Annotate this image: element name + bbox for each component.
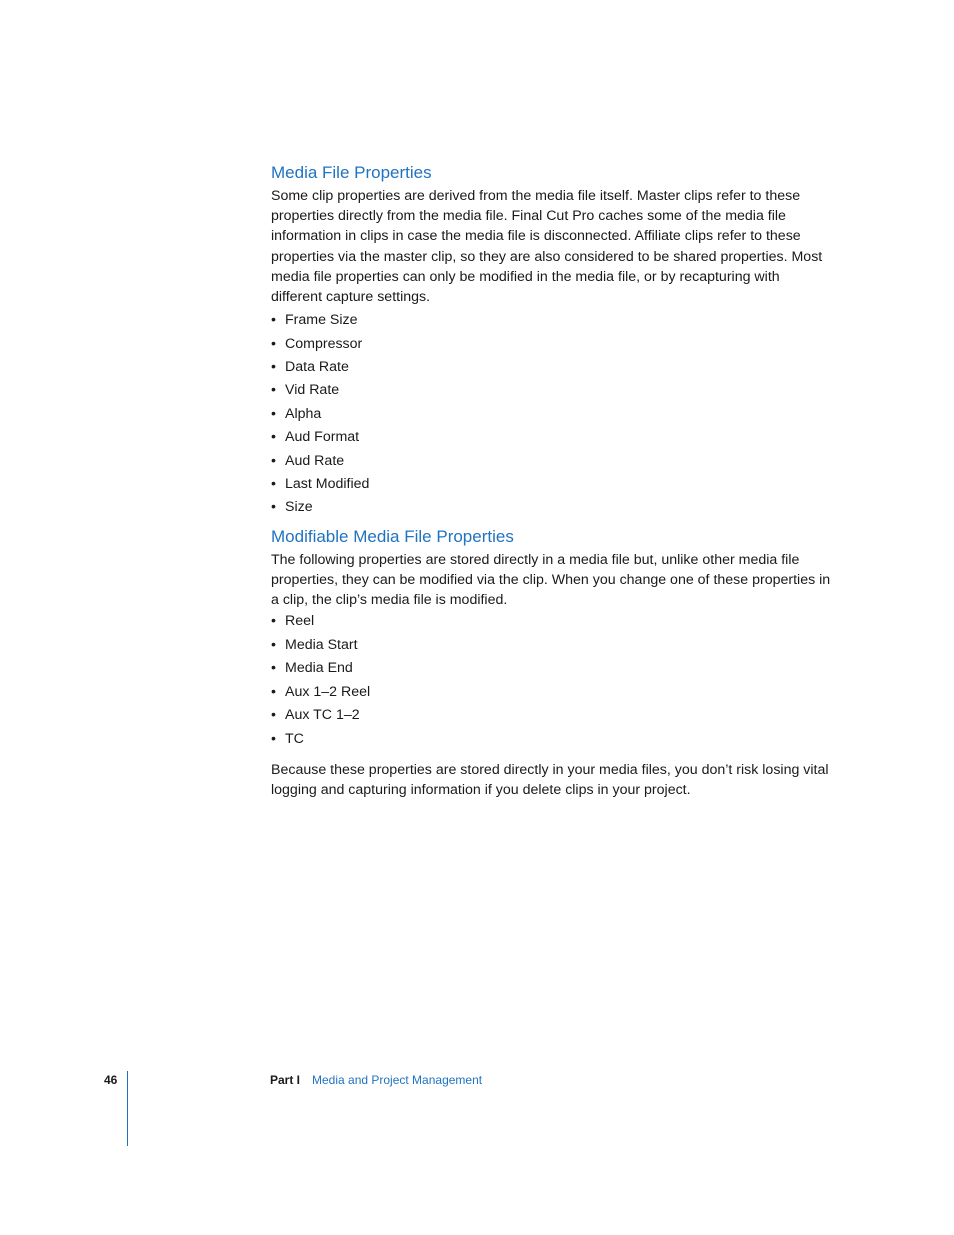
bullet: • [271,359,276,376]
list-item-label: Size [285,499,313,516]
bullet: • [271,382,276,399]
bullet: • [271,636,276,653]
section-paragraph-media-file-properties: Some clip properties are derived from the media file itself. Master clips refer to these properties directly from the media file. Final Cut Pro caches some of the media file information in clips in case the media file is disconnected. Affiliate clips refer to these properties via the master clip, so they are also considered to be shared properties. Most media file properties can only be modified in the media file, or by recapturing with different capture settings. [271,188,823,306]
bullet: • [271,452,276,469]
list-item-label: Aux TC 1–2 [285,707,360,724]
list-item [271,403,831,426]
list-item-label: Aux 1–2 Reel [285,683,371,700]
list-item-label: Aud Format [285,429,360,446]
list-item-label: TC [285,730,304,747]
bullet: • [271,683,276,700]
bullet: • [271,499,276,516]
list-item [271,496,831,519]
bullet: • [271,429,276,446]
list-item-label: Alpha [285,405,322,422]
modifiable-properties-list [271,610,831,750]
section-title-modifiable-media-file-properties: Modifiable Media File Properties [271,526,514,546]
list-item [271,356,831,379]
list-item [271,379,831,402]
closing-paragraph: Because these properties are stored directly in your media files, you don’t risk losing vital logging and capturing information if you delete clips in your project. [271,761,829,799]
section-title-media-file-properties: Media File Properties [271,163,432,182]
section-paragraph-modifiable-media-file-properties: The following properties are stored directly in a media file but, unlike other media file properties, they can be modified via the clip. When you change one of these properties in a clip, the clip’s media file is modified. [271,551,831,609]
list-item [271,728,831,751]
bullet: • [271,613,276,630]
list-item-label: Media End [285,660,353,677]
list-item-label: Aud Rate [285,452,345,469]
bullet: • [271,476,276,493]
bullet: • [271,405,276,422]
bullet: • [271,335,276,352]
list-item-label: Reel [285,613,315,630]
bullet: • [271,312,276,329]
list-item [271,610,831,633]
footer-part-label: Part I [270,1073,301,1087]
list-item-label: Media Start [285,636,358,653]
list-item [271,681,831,704]
list-item [271,704,831,727]
footer-divider [127,1071,128,1146]
list-item [271,426,831,449]
media-file-properties-list [271,309,831,520]
list-item-label: Frame Size [285,312,358,329]
list-item [271,634,831,657]
bullet: • [271,730,276,747]
list-item-label: Vid Rate [285,382,340,399]
list-item [271,473,831,496]
bullet: • [271,707,276,724]
list-item [271,657,831,680]
list-item [271,333,831,356]
list-item [271,309,831,332]
footer-part-title: Media and Project Management [312,1073,483,1087]
page-content [271,160,831,800]
page-number: 46 [104,1073,118,1087]
list-item-label: Compressor [285,335,363,352]
bullet: • [271,660,276,677]
list-item [271,450,831,473]
list-item-label: Data Rate [285,359,349,376]
list-item-label: Last Modified [285,476,370,493]
